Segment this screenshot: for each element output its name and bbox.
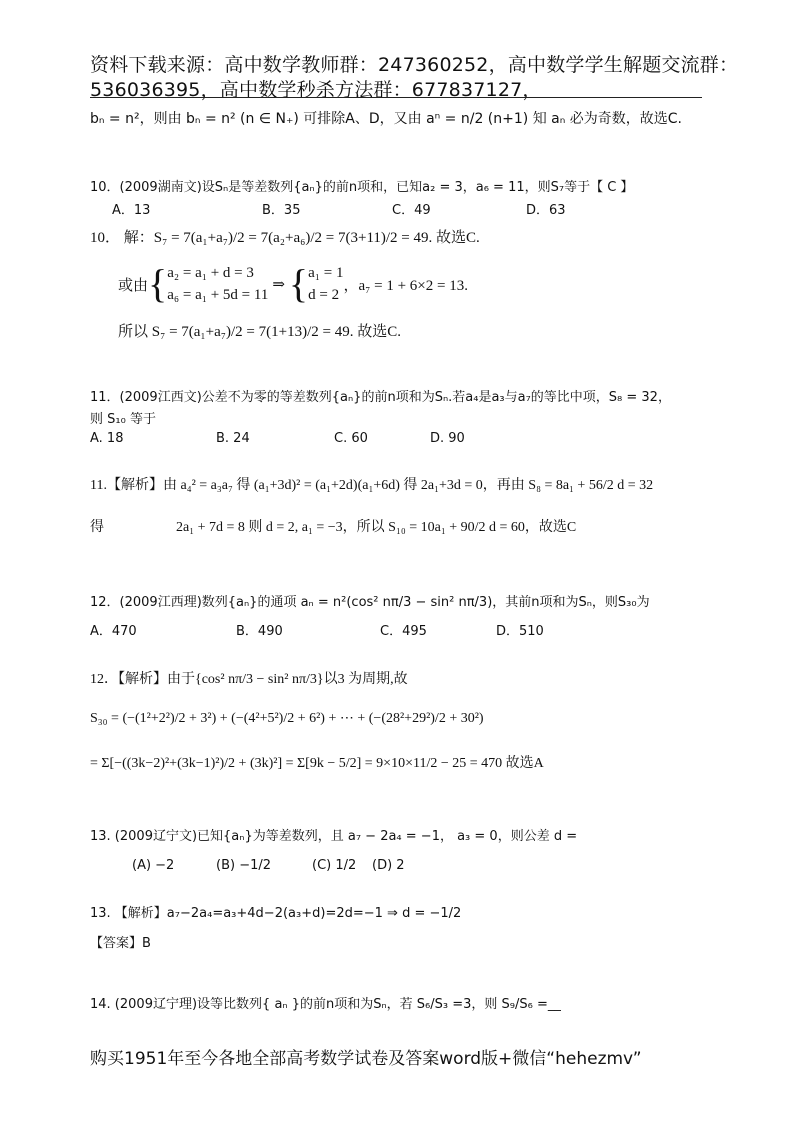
q11-solution-2b: 2a₁ + 7d = 8 则 d = 2, a₁ = −3，所以 S₁₀ = 10a₁ + 90/2 d = 60，故选C (176, 520, 577, 535)
left-brace-icon: { (288, 261, 309, 306)
q12-option-d: D．510 (496, 624, 544, 639)
footer-text: 购买1951年至今各地全部高考数学试卷及答案word版+微信“hehezmv” (90, 1049, 642, 1069)
left-brace-icon: { (148, 261, 168, 306)
q10-system-1-eq-a: a₂ = a₁ + d = 3 (167, 265, 254, 281)
q10-system-1 (167, 262, 268, 306)
q10-solution-2 (118, 262, 468, 306)
q10-option-a: A．13 (112, 203, 151, 218)
q10-sol2-prefix: 或由 (118, 277, 149, 294)
q12-option-a: A．470 (90, 624, 137, 639)
q13-solution: 13. 【解析】a₇−2a₄=a₃+4d−2(a₃+d)=2d=−1 ⇒ d = −1/2 (90, 906, 462, 921)
q10-system-1-eq-b: a₆ = a₁ + 5d = 11 (167, 287, 269, 303)
header-line-2: 536036395，高中数学秒杀方法群：677837127， (90, 79, 542, 101)
q11-solution-2a: 得 (90, 520, 104, 535)
header-line-1: 资料下载来源：高中数学教师群：247360252，高中数学学生解题交流群： (90, 54, 739, 76)
q12-stem: 12．(2009江西理)数列{aₙ}的通项 aₙ = n²(cos² nπ/3 − sin² nπ/3)，其前n项和为Sₙ，则S₃₀为 (90, 595, 650, 610)
q13-option-b: (B) −1/2 (216, 858, 272, 873)
header-rule (90, 97, 702, 98)
q11-option-a: A. 18 (90, 431, 124, 446)
q11-stem-2: 则 S₁₀ 等于 (90, 412, 156, 427)
q14-stem: 14. (2009辽宁理)设等比数列{ aₙ }的前n项和为Sₙ，若 S₆/S₃ =3，则 S₉/S₆ =__ (90, 997, 561, 1012)
q10-option-c: C．49 (392, 203, 431, 218)
q13-answer: 【答案】B (90, 936, 151, 951)
q13-option-a: (A) −2 (132, 858, 175, 873)
q10-option-b: B．35 (262, 203, 301, 218)
q10-solution-3: 所以 S₇ = 7(a₁+a₇)/2 = 7(1+13)/2 = 49. 故选C. (118, 324, 401, 340)
q12-solution-1: 12．【解析】由于{cos² nπ/3 − sin² nπ/3}以3 为周期,故 (90, 672, 408, 687)
q11-option-d: D. 90 (430, 431, 465, 446)
q12-option-b: B．490 (236, 624, 283, 639)
q10-system-2 (308, 262, 343, 306)
q13-option-d: (D) 2 (372, 858, 405, 873)
q11-option-b: B. 24 (216, 431, 250, 446)
implies-arrow-icon: ⇒ (272, 276, 285, 293)
q10-stem: 10．(2009湖南文)设Sₙ是等差数列{aₙ}的前n项和，已知a₂ = 3，a₆ = 11，则S₇等于【 C 】 (90, 180, 634, 195)
q10-system-2-eq-a: a₁ = 1 (308, 265, 344, 281)
q11-solution-1: 11.【解析】由 a₄² = a₃a₇ 得 (a₁+3d)² = (a₁+2d)(a₁+6d) 得 2a₁+3d = 0，再由 S₈ = 8a₁ + 56/2 d = 32 (90, 478, 654, 493)
intro-line: bₙ = n²，则由 bₙ = n² (n ∈ N₊) 可排除A、D，又由 aⁿ = n/2 (n+1) 知 aₙ 必为奇数，故选C. (90, 111, 682, 127)
q12-option-c: C．495 (380, 624, 427, 639)
q11-option-c: C. 60 (334, 431, 368, 446)
q10-option-d: D．63 (526, 203, 566, 218)
q11-stem: 11．(2009江西文)公差不为零的等差数列{aₙ}的前n项和为Sₙ.若a₄是a₃与a₇的等比中项，S₈ = 32， (90, 390, 671, 405)
q10-sol2-tail: ，a₇ = 1 + 6×2 = 13. (343, 277, 468, 294)
q12-solution-3: = Σ[−((3k−2)²+(3k−1)²)/2 + (3k)²] = Σ[9k − 5/2] = 9×10×11/2 − 25 = 470 故选A (90, 756, 544, 771)
q12-solution-2: S₃₀ = (−(1²+2²)/2 + 3²) + (−(4²+5²)/2 + 6²) + ⋯ + (−(28²+29²)/2 + 30²) (90, 711, 484, 726)
q10-system-2-eq-b: d = 2 (308, 287, 340, 303)
q13-option-c: (C) 1/2 (312, 858, 357, 873)
q10-solution-1: 10． 解：S₇ = 7(a₁+a₇)/2 = 7(a₂+a₆)/2 = 7(3+11)/2 = 49. 故选C. (90, 230, 480, 246)
q13-stem: 13. (2009辽宁文)已知{aₙ}为等差数列，且 a₇ − 2a₄ = −1， a₃ = 0，则公差 d = (90, 829, 578, 844)
